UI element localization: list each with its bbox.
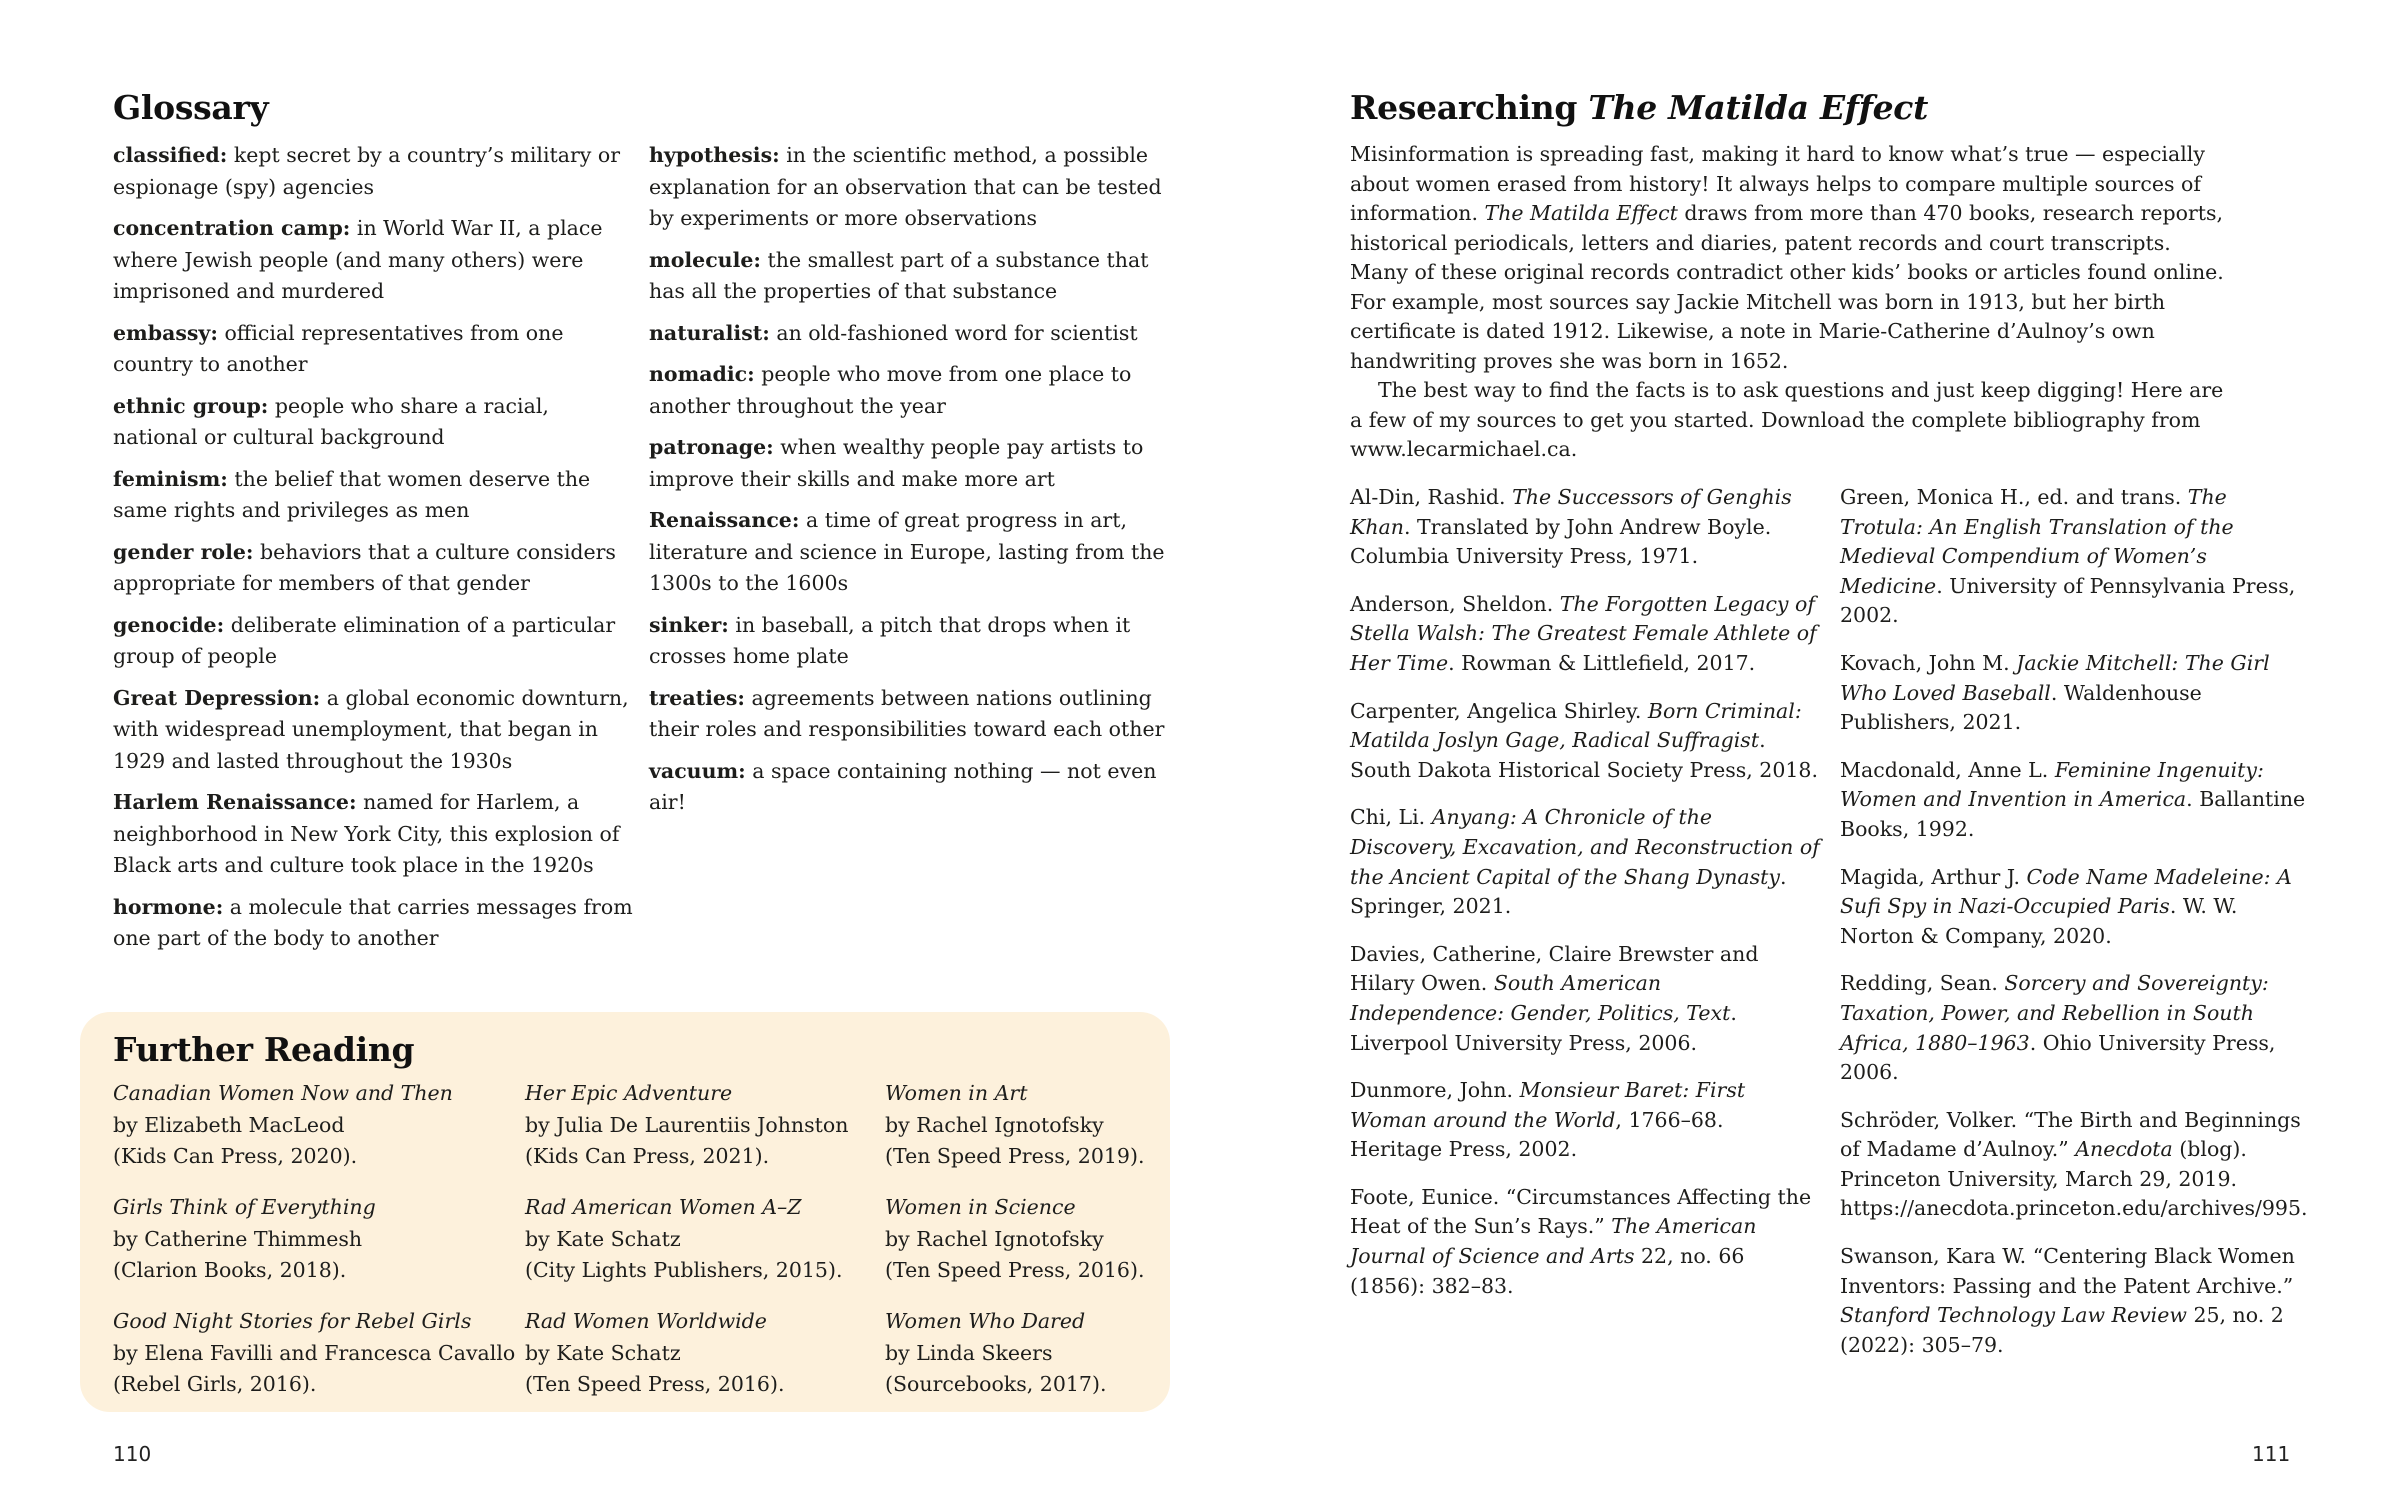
book-author: by Catherine Thimmesh [113,1226,363,1251]
citation-title: Monsieur Baret: First Woman around the World [1350,1078,1746,1132]
glossary-entry [649,756,1169,819]
glossary-column-2 [649,140,1169,829]
citation-text: . Liverpool University Press, 2006. [1350,1000,1737,1055]
glossary-entry [649,318,1169,350]
book-publisher: (Clarion Books, 2018). [113,1258,347,1282]
glossary-entry [649,505,1169,600]
glossary-definition: a global economic downturn, with widespread unemployment, that began in 1929 and lasted throughout the 1930s [113,685,629,773]
glossary-definition: the smallest part of a substance that has all the properties of that substance [649,247,1149,303]
glossary-definition: a space containing nothing — not even air! [649,758,1157,814]
glossary-entry [113,213,633,308]
bibliography-column-1 [1350,483,1820,1319]
citation-text: Schröder, Volker. “The Birth and Beginnings of Madame d’Aulnoy.” [1840,1107,2301,1162]
book-title: Good Night Stories for Rebel Girls [113,1309,472,1333]
glossary-entry [649,245,1169,308]
further-reading-item [525,1192,842,1287]
citation-text: . Springer, 2021. [1350,864,1787,919]
bibliography-entry [1840,969,2310,1087]
citation-text: 25, no. 2 (2022): 305–79. [1840,1303,2284,1357]
glossary-term: embassy: [113,320,218,345]
research-title-book: The Matilda Effect [1588,88,1929,127]
research-title [1350,88,1928,128]
further-reading-item [885,1306,1106,1401]
book-author: by Elena Favilli and Francesca Cavallo [113,1340,516,1365]
citation-title: Anecdota [2075,1137,2173,1162]
glossary-entry [113,892,633,955]
further-reading-item [885,1192,1144,1287]
bibliography-entry [1840,1106,2310,1224]
glossary-definition: in baseball, a pitch that drops when it crosses home plate [649,612,1131,668]
book-title: Her Epic Adventure [525,1081,733,1105]
citation-text: Macdonald, Anne L. [1840,757,2055,782]
citation-text: . South Dakota Historical Society Press, 2018. [1350,728,1818,782]
book-author: by Rachel Ignotofsky [885,1112,1104,1137]
bibliography-entry [1350,483,1820,572]
further-reading-title: Further Reading [113,1030,415,1069]
citation-title: The American Journal of Science and Arts [1350,1214,1757,1269]
glossary-definition: official representatives from one country to another [113,320,564,376]
further-reading-item [525,1078,848,1173]
citation-text: . Waldenhouse Publishers, 2021. [1840,680,2202,735]
glossary-entry [649,683,1169,746]
citation-title: The Forgotten Legacy of Stella Walsh: The Greatest Female Athlete of Her Time [1350,591,1817,675]
citation-title: Born Criminal: Matilda Joslyn Gage, Radical Suffragist [1350,698,1802,753]
glossary-entry [113,537,633,600]
citation-text: Kovach, John M. [1840,650,2017,675]
glossary-column-1 [113,140,633,965]
book-publisher: (Ten Speed Press, 2019). [885,1144,1145,1168]
citation-text: 22, no. 66 (1856): 382–83. [1350,1244,1745,1298]
glossary-title: Glossary [113,88,269,127]
glossary-term: Great Depression: [113,685,321,710]
citation-text: . Ohio University Press, 2006. [1840,1030,2276,1085]
book-publisher: (Ten Speed Press, 2016). [525,1372,785,1396]
glossary-term: naturalist: [649,320,770,345]
bibliography-entry [1350,1183,1820,1301]
glossary-term: gender role: [113,539,254,564]
citation-title: The Trotula: An English Translation of the Medieval Compendium of Women’s Medicine [1840,485,2234,598]
glossary-term: Renaissance: [649,508,800,532]
bibliography-entry [1350,1076,1820,1165]
book-title: Women Who Dared [885,1309,1086,1333]
book-publisher: (City Lights Publishers, 2015). [525,1258,843,1282]
citation-title: Anyang: A Chronicle of the Discovery, Excavation, and Reconstruction of the Ancient Capital of the Shang Dynasty [1350,805,1820,889]
glossary-definition: deliberate elimination of a particular group of people [113,612,616,668]
citation-text: Magida, Arthur J. [1840,864,2027,889]
research-paragraph-2: The best way to find the facts is to ask questions and just keep digging! Here are a few of my sources to get you started. Download the complete bibliography from www.lecarmichael.ca. [1350,378,2224,461]
citation-title: South American Independence: Gender, Politics, Text [1350,971,1731,1025]
glossary-entry [649,610,1169,673]
citation-text: Dunmore, John. [1350,1078,1520,1103]
book-author: by Kate Schatz [525,1340,681,1365]
glossary-term: feminism: [113,466,228,491]
bibliography-entry [1840,483,2310,631]
citation-text: Anderson, Sheldon. [1350,591,1560,616]
citation-text: Green, Monica H., ed. and trans. [1840,485,2188,509]
bibliography-entry [1350,697,1820,786]
citation-text: (blog). Princeton University, March 29, 2019. https://anecdota.princeton.edu/archives/995. [1840,1137,2308,1221]
glossary-term: hypothesis: [649,143,780,167]
bibliography-entry [1840,863,2310,952]
glossary-definition: the belief that women deserve the same rights and privileges as men [113,466,591,522]
further-reading-item [113,1192,376,1287]
bibliography-entry [1840,756,2310,845]
book-title: Rad Women Worldwide [525,1309,767,1333]
book-publisher: (Sourcebooks, 2017). [885,1372,1107,1396]
glossary-definition: agreements between nations outlining their roles and responsibilities toward each other [649,685,1165,741]
book-author: by Kate Schatz [525,1226,681,1251]
glossary-entry [113,787,633,882]
citation-title: Feminine Ingenuity: Women and Invention in America [1840,757,2264,812]
book-title: Girls Think of Everything [113,1195,376,1219]
book-title: Women in Art [885,1081,1028,1105]
citation-text: Swanson, Kara W. “Centering Black Women Inventors: Passing and the Patent Archive.” [1840,1244,2295,1298]
glossary-entry [649,359,1169,422]
glossary-entry [649,140,1169,235]
glossary-definition: an old-fashioned word for scientist [776,320,1138,345]
glossary-entry [113,391,633,454]
citation-text: . Rowman & Littlefield, 2017. [1448,650,1756,675]
citation-title: Stanford Technology Law Review [1840,1303,2187,1328]
citation-text: Carpenter, Angelica Shirley. [1350,698,1648,723]
citation-text: Chi, Li. [1350,805,1432,830]
citation-text: Foote, Eunice. “Circumstances Affecting the Heat of the Sun’s Rays.” [1350,1184,1812,1239]
glossary-entry [649,432,1169,495]
glossary-entry [113,610,633,673]
further-reading-item [113,1078,453,1173]
citation-text: Redding, Sean. [1840,971,2005,996]
glossary-definition: people who move from one place to another throughout the year [649,362,1132,418]
bibliography-entry [1840,649,2310,738]
glossary-definition: in World War II, a place where Jewish people (and many others) were imprisoned and murdered [113,216,603,303]
book-title: Rad American Women A–Z [525,1195,802,1219]
glossary-term: molecule: [649,247,761,272]
book-title: Women in Science [885,1195,1076,1219]
glossary-definition: behaviors that a culture considers appropriate for members of that gender [113,539,616,595]
glossary-term: ethnic group: [113,393,269,418]
glossary-definition: named for Harlem, a neighborhood in New York City, this explosion of Black arts and culture took place in the 1920s [113,790,620,877]
page-number-right: 111 [2252,1442,2291,1466]
citation-text: , 1766–68. Heritage Press, 2002. [1350,1107,1724,1162]
glossary-term: concentration camp: [113,216,351,240]
book-title: Canadian Women Now and Then [113,1081,453,1105]
citation-title: Code Name Madeleine: A Sufi Spy in Nazi-Occupied Paris [1840,864,2292,919]
text-run: draws from more than 470 books, research reports, historical periodicals, letters and diaries, patent records and court transcripts. Many of these original records contradict other kids’ books or articles found online. For example, most sources say Jackie Mitchell was born in 1913, but her birth certificate is dated 1912. Likewise, a note in Marie-Catherine d’Aulnoy’s own handwriting proves she was born in 1652. [1350,201,2224,373]
citation-text: . W. W. Norton & Company, 2020. [1840,894,2238,948]
page-number-left: 110 [113,1442,152,1466]
bibliography-entry [1350,803,1820,921]
glossary-definition: a molecule that carries messages from one part of the body to another [113,894,633,950]
citation-title: Jackie Mitchell: The Girl Who Loved Baseball [1840,650,2270,705]
book-author: by Julia De Laurentiis Johnston [525,1112,849,1137]
further-reading-item [525,1306,784,1401]
further-reading-item [885,1078,1144,1173]
citation-text: . University of Pennsylvania Press, 2002. [1840,573,2296,628]
research-title-plain: Researching [1350,88,1589,127]
text-run: Misinformation is spreading fast, making it hard to know what’s true — especially about women erased from history! It always helps to compare multiple sources of information. [1350,142,2205,225]
bibliography-entry [1840,1242,2310,1360]
glossary-term: patronage: [649,435,774,459]
citation-text: Al-Din, Rashid. [1350,485,1513,509]
glossary-definition: in the scientific method, a possible explanation for an observation that can be tested by experiments or more observations [649,143,1162,230]
bibliography-entry [1350,590,1820,679]
further-reading-item [113,1306,515,1401]
research-intro [1350,140,2230,465]
glossary-term: Harlem Renaissance: [113,790,357,814]
research-paragraph-1 [1350,140,2230,376]
glossary-definition: a time of great progress in art, literature and science in Europe, lasting from the 1300s to the 1600s [649,508,1165,595]
citation-text: Davies, Catherine, Claire Brewster and Hilary Owen. [1350,941,1759,996]
glossary-entry [113,683,633,778]
book-author: by Rachel Ignotofsky [885,1226,1104,1251]
glossary-term: sinker: [649,612,729,637]
glossary-term: genocide: [113,612,225,637]
citation-title: The Successors of Genghis Khan [1350,485,1792,539]
book-publisher: (Kids Can Press, 2021). [525,1144,770,1168]
glossary-definition: kept secret by a country’s military or espionage (spy) agencies [113,143,621,199]
glossary-term: vacuum: [649,758,746,783]
glossary-entry [113,318,633,381]
book-author: by Elizabeth MacLeod [113,1112,345,1137]
glossary-definition: when wealthy people pay artists to improve their skills and make more art [649,435,1144,491]
book-publisher: (Ten Speed Press, 2016). [885,1258,1145,1282]
citation-text: . Ballantine Books, 1992. [1840,787,2306,841]
bibliography-entry [1350,940,1820,1058]
glossary-definition: people who share a racial, national or cultural background [113,393,549,449]
glossary-term: nomadic: [649,362,755,386]
book-publisher: (Kids Can Press, 2020). [113,1144,358,1168]
glossary-term: classified: [113,143,228,167]
further-reading-box [80,1012,1170,1412]
citation-title: Sorcery and Sovereignty: Taxation, Power, and Rebellion in South Africa, 1880–1963 [1840,971,2269,1055]
glossary-term: treaties: [649,685,746,710]
citation-text: . Translated by John Andrew Boyle. Columbia University Press, 1971. [1350,514,1772,569]
bibliography-column-2 [1840,483,2310,1378]
book-publisher: (Rebel Girls, 2016). [113,1372,317,1396]
italic-book-title: The Matilda Effect [1484,201,1678,225]
glossary-term: hormone: [113,894,224,919]
book-author: by Linda Skeers [885,1340,1053,1365]
glossary-entry [113,464,633,527]
glossary-entry [113,140,633,203]
